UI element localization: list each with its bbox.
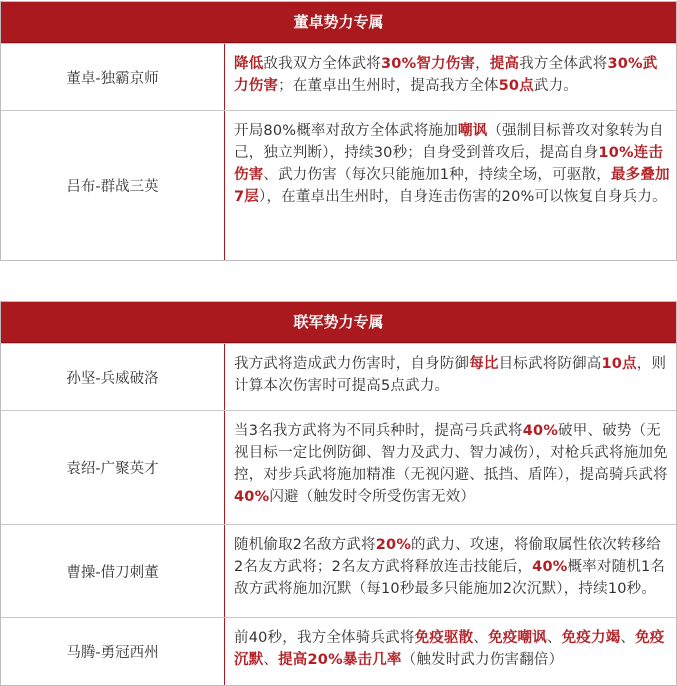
highlight-text: 降低 — [234, 56, 264, 72]
table-row — [1, 410, 676, 524]
section-title: 联军势力专属 — [1, 302, 676, 343]
table-row — [1, 110, 676, 260]
highlight-text: 免疫嘲讽 — [488, 630, 547, 646]
dongzhuo-faction-table — [0, 1, 677, 261]
table-row — [1, 524, 676, 617]
highlight-text: 30%武力伤害 — [234, 56, 658, 94]
section-title: 董卓势力专属 — [1, 2, 676, 43]
highlight-text: 提高 — [489, 56, 520, 72]
description-text: 前40秒，我方全体骑兵武将 — [234, 630, 415, 646]
highlight-text: 免疫沉默 — [234, 630, 665, 668]
description-text: 、 — [546, 630, 562, 646]
skill-name: 孙坚-兵威破洛 — [1, 344, 225, 410]
table-row — [1, 617, 676, 685]
skill-description — [225, 411, 676, 524]
highlight-text: 免疫力竭 — [561, 630, 621, 646]
table-row — [1, 43, 676, 110]
highlight-text: 免疫驱散 — [414, 630, 474, 646]
skill-name: 曹操-借刀刺董 — [1, 525, 225, 617]
highlight-text: 每比 — [469, 356, 499, 372]
description-text: 闪避（触发时令所受伤害无效） — [269, 489, 476, 505]
description-text: 武力。 — [533, 78, 578, 94]
skill-description — [225, 111, 676, 260]
description-text: 的武力、攻速，将偷取属性依次转移给2名友方武将；2名友方武将释放连击技能后， — [234, 537, 661, 575]
skill-description — [225, 618, 676, 685]
skill-description — [225, 344, 676, 410]
highlight-text: 嘲讽 — [457, 123, 488, 139]
coalition-faction-table — [0, 301, 677, 686]
description-text: ，则计算本次伤害时可提高5点武力。 — [234, 356, 667, 394]
description-text: （强制目标普攻对象转为自己，独立判断），持续30秒；自身受到普攻后，提高自身 — [234, 123, 664, 161]
description-text: 当3名我方武将为不同兵种时，提高弓兵武将 — [234, 423, 523, 439]
highlight-text: 50点 — [498, 78, 534, 94]
description-text: 、 — [620, 630, 636, 646]
highlight-text: 30%智力伤害 — [381, 56, 476, 72]
highlight-text: 40% — [532, 559, 568, 575]
description-text: 敌我双方全体武将 — [263, 56, 382, 72]
skill-name: 袁绍-广聚英才 — [1, 411, 225, 524]
skill-name: 吕布-群战三英 — [1, 111, 225, 260]
highlight-text: 10点 — [601, 356, 637, 372]
highlight-text: 最多叠加7层 — [234, 167, 670, 205]
highlight-text: 10%连击伤害 — [234, 145, 664, 183]
highlight-text: 40% — [522, 423, 559, 439]
description-text: 开局80%概率对敌方全体武将施加 — [234, 123, 458, 139]
skill-description — [225, 44, 676, 110]
description-text: 、 — [263, 652, 279, 668]
description-text: 目标武将防御高 — [498, 356, 602, 372]
description-text: 概率对随机1名敌方武将施加沉默（每10秒最多只能施加2次沉默），持续10秒。 — [234, 559, 666, 597]
description-text: ；在董卓出生州时，提高我方全体 — [278, 78, 499, 94]
highlight-text: 20% — [375, 537, 412, 553]
highlight-text: 40% — [234, 489, 270, 505]
skill-name: 马腾-勇冠西州 — [1, 618, 225, 685]
highlight-text: 提高20%暴击几率 — [278, 652, 402, 668]
description-text: 随机偷取2名敌方武将 — [234, 537, 376, 553]
description-text: 、武力伤害（每次只能施加1种，持续全场，可驱散， — [263, 167, 611, 183]
table-row — [1, 343, 676, 410]
skill-description — [225, 525, 676, 617]
skill-name: 董卓-独霸京师 — [1, 44, 225, 110]
description-text: 、 — [473, 630, 489, 646]
description-text: ， — [475, 56, 490, 72]
description-text: 我方武将造成武力伤害时，自身防御 — [234, 356, 470, 372]
description-text: 破甲、破势（无视目标一定比例防御、智力及武力、智力减伤），对枪兵武将施加免控，对步兵武将施加精准（无视闪避、抵挡、盾阵），提高骑兵武将 — [234, 423, 668, 483]
description-text: （触发时武力伤害翻倍） — [401, 652, 564, 668]
description-text: ），在董卓出生州时，自身连击伤害的20%可以恢复自身兵力。 — [259, 189, 667, 205]
description-text: 我方全体武将 — [519, 56, 608, 72]
